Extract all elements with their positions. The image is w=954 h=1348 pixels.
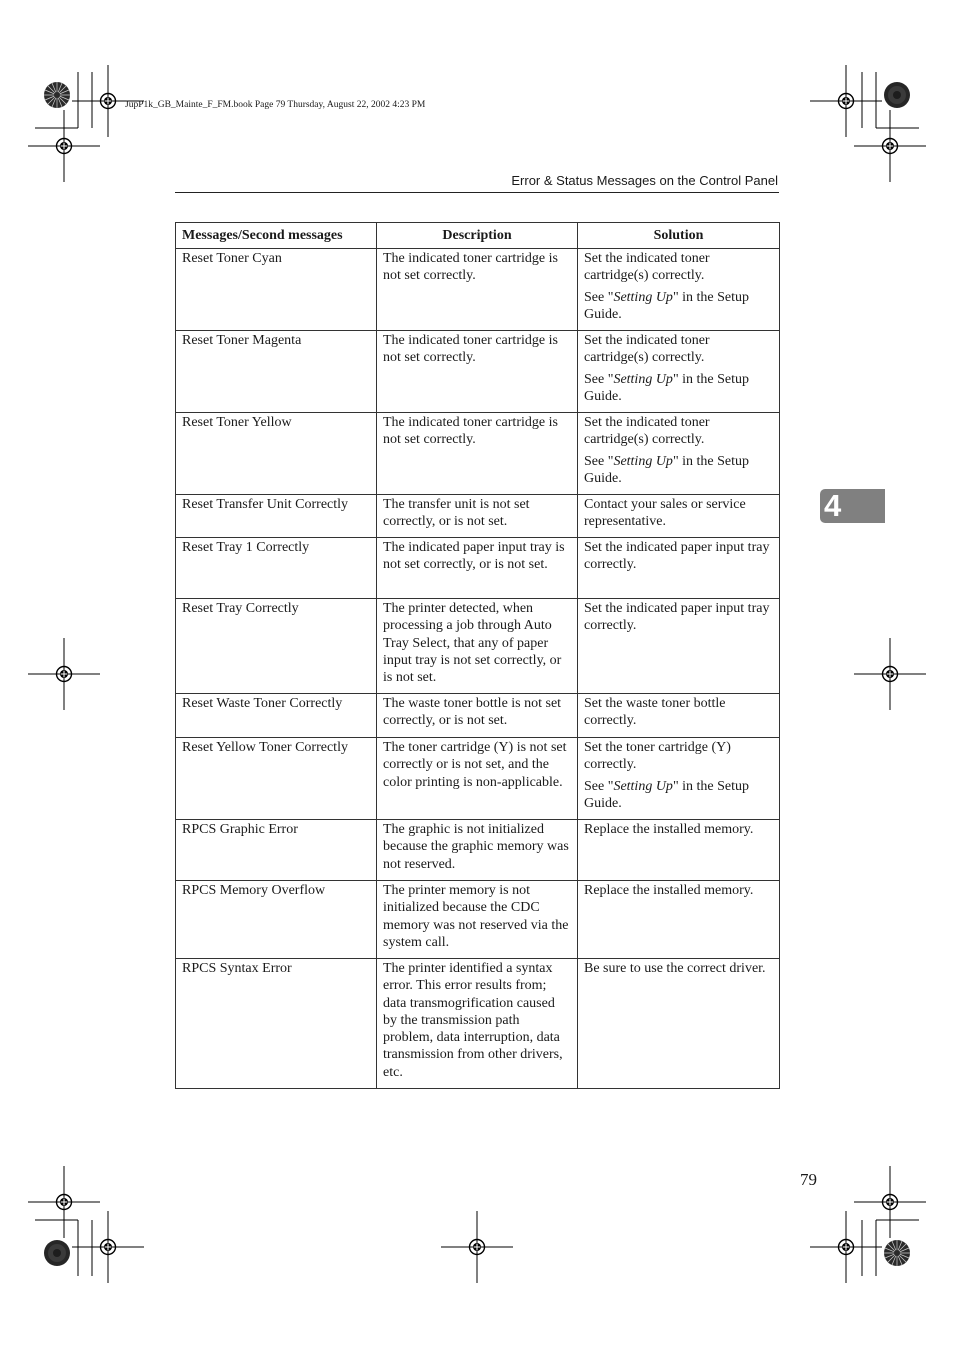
see-suffix: " in the Setup Guide. (584, 371, 750, 404)
description-cell: The printer memory is not initialized because the CDC memory was not reserved via the system call. (377, 881, 578, 959)
reference-title: Setting Up (613, 453, 673, 469)
message-cell: RPCS Syntax Error (176, 959, 377, 1089)
message-cell: Reset Tray Correctly (176, 599, 377, 694)
table-row (176, 820, 780, 881)
solution-cell: Be sure to use the correct driver. (578, 959, 780, 1089)
message-cell: Reset Waste Toner Correctly (176, 694, 377, 738)
solution-text: Set the indicated toner cartridge(s) correctly. (584, 415, 710, 448)
solution-cell: Set the indicated paper input tray correctly. (578, 599, 780, 694)
header-rule (175, 192, 779, 193)
solution-text: Set the indicated toner cartridge(s) correctly. (584, 251, 710, 284)
error-messages-table (175, 222, 780, 1089)
message-cell: Reset Tray 1 Correctly (176, 538, 377, 599)
table-row (176, 599, 780, 694)
message-cell: RPCS Memory Overflow (176, 881, 377, 959)
description-cell: The waste toner bottle is not set correctly, or is not set. (377, 694, 578, 738)
description-cell: The indicated toner cartridge is not set correctly. (377, 413, 578, 495)
table-row (176, 738, 780, 820)
description-cell: The printer identified a syntax error. This error results from; data transmogrification caused by the transmission path problem, data interruption, data transmission from other drivers, etc. (377, 959, 578, 1089)
table-row (176, 538, 780, 599)
table-row (176, 249, 780, 331)
solution-cell (578, 331, 780, 413)
chapter-tab (820, 489, 885, 523)
table-row (176, 413, 780, 495)
description-cell: The indicated paper input tray is not set correctly, or is not set. (377, 538, 578, 599)
message-cell: Reset Toner Yellow (176, 413, 377, 495)
see-prefix: See " (584, 289, 614, 305)
message-cell: Reset Transfer Unit Correctly (176, 495, 377, 538)
book-slug: JupP1k_GB_Mainte_F_FM.book Page 79 Thursday, August 22, 2002 4:23 PM (125, 100, 426, 110)
table-row (176, 881, 780, 959)
column-header-description: Description (377, 223, 578, 249)
table-row (176, 495, 780, 538)
see-reference (584, 371, 773, 406)
reference-title: Setting Up (613, 778, 673, 794)
reference-title: Setting Up (613, 289, 673, 305)
see-prefix: See " (584, 371, 614, 387)
table-row (176, 331, 780, 413)
chapter-number: 4 (824, 488, 842, 523)
solution-cell: Replace the installed memory. (578, 820, 780, 881)
solution-cell (578, 738, 780, 820)
description-cell: The toner cartridge (Y) is not set correctly or is not set, and the color printing is non-applicable. (377, 738, 578, 820)
solution-cell: Set the waste toner bottle correctly. (578, 694, 780, 738)
see-suffix: " in the Setup Guide. (584, 778, 750, 811)
description-cell: The transfer unit is not set correctly, or is not set. (377, 495, 578, 538)
see-reference (584, 453, 773, 488)
message-cell: Reset Toner Magenta (176, 331, 377, 413)
description-cell: The printer detected, when processing a job through Auto Tray Select, that any of paper input tray is not set correctly, or is not set. (377, 599, 578, 694)
see-suffix: " in the Setup Guide. (584, 289, 750, 322)
table-row (176, 694, 780, 738)
running-head: Error & Status Messages on the Control Panel (511, 173, 778, 188)
reference-title: Setting Up (613, 371, 673, 387)
solution-cell (578, 413, 780, 495)
solution-cell: Replace the installed memory. (578, 881, 780, 959)
solution-cell: Contact your sales or service representative. (578, 495, 780, 538)
see-reference (584, 289, 773, 324)
solution-cell (578, 249, 780, 331)
see-prefix: See " (584, 453, 614, 469)
description-cell: The graphic is not initialized because the graphic memory was not reserved. (377, 820, 578, 881)
solution-cell: Set the indicated paper input tray correctly. (578, 538, 780, 599)
solution-text: Set the indicated toner cartridge(s) correctly. (584, 333, 710, 366)
see-reference (584, 778, 773, 813)
solution-text: Set the toner cartridge (Y) correctly. (584, 740, 731, 773)
table-header-row (176, 223, 780, 249)
see-prefix: See " (584, 778, 614, 794)
message-cell: Reset Toner Cyan (176, 249, 377, 331)
message-cell: RPCS Graphic Error (176, 820, 377, 881)
see-suffix: " in the Setup Guide. (584, 453, 750, 486)
column-header-messages: Messages/Second messages (176, 223, 377, 249)
description-cell: The indicated toner cartridge is not set correctly. (377, 249, 578, 331)
page-number: 79 (800, 1170, 817, 1189)
description-cell: The indicated toner cartridge is not set correctly. (377, 331, 578, 413)
table-row (176, 959, 780, 1089)
column-header-solution: Solution (578, 223, 780, 249)
message-cell: Reset Yellow Toner Correctly (176, 738, 377, 820)
